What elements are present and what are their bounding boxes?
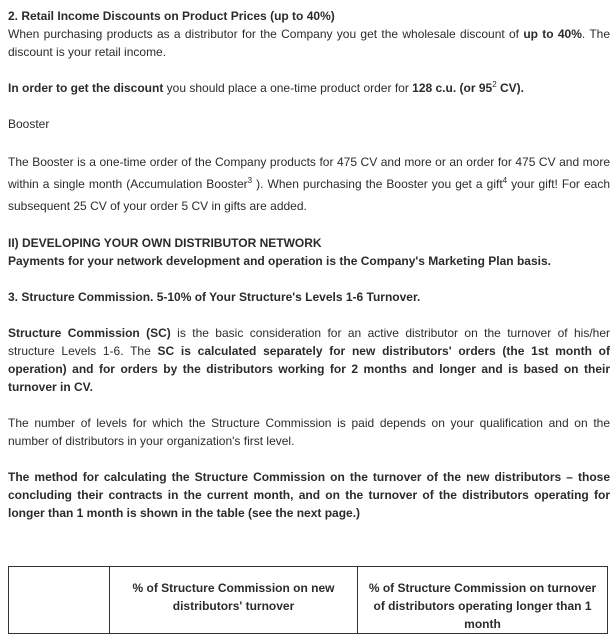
section-2-heading: 2. Retail Income Discounts on Product Prices (up to 40%) (8, 9, 335, 23)
levels-paragraph: The number of levels for which the Structure Commission is paid depends on your qualification and on the number of distributors in your organization's first level. (8, 416, 610, 448)
table-header-long-term-distributors: % of Structure Commission on turnover of distributors operating longer than 1 month (358, 567, 608, 634)
section-ii-subheading: Payments for your network development and operation is the Company's Marketing Plan basis. (8, 254, 551, 268)
booster-paragraph: The Booster is a one-time order of the Company products for 475 CV and more or an order for 475 CV and more within a single month (Accumulation Booster$^3$ ). When purchasing the Booster you get a gift$^4$ your gift! For each subsequent 25 CV of your order 5 CV in gifts are added. (8, 155, 610, 213)
section-2-paragraph: When purchasing products as a distributor for the Company you get the wholesale discount of up to 40%. The discount is your retail income. (8, 27, 610, 59)
commission-table (8, 566, 608, 634)
commission-table-wrapper (8, 566, 608, 634)
method-paragraph: The method for calculating the Structure Commission on the turnover of the new distributors – those concluding their contracts in the current month, and on the turnover of the distributors operating for longer than 1 month is shown in the table (see the next page.) (8, 470, 610, 520)
section-3-heading: 3. Structure Commission. 5-10% of Your Structure's Levels 1-6 Turnover. (8, 290, 421, 304)
table-header-row (9, 567, 608, 634)
document-page (8, 7, 610, 522)
table-header-empty (9, 567, 110, 634)
structure-commission-paragraph: Structure Commission (SC) is the basic consideration for an active distributor on the turnover of his/her structure Levels 1-6. The SC is calculated separately for new distributors' orders (the 1st month of operation) and for orders by the distributors working for 2 months and longer and is based on their turnover in CV. (8, 326, 611, 394)
discount-order-paragraph: In order to get the discount you should place a one-time product order for 128 c.u. (or $95^2$ CV). (8, 80, 524, 95)
table-header-new-distributors: % of Structure Commission on new distributors' turnover (110, 567, 358, 634)
section-ii-heading: II) DEVELOPING YOUR OWN DISTRIBUTOR NETWORK (8, 236, 322, 250)
booster-title: Booster (8, 117, 50, 131)
